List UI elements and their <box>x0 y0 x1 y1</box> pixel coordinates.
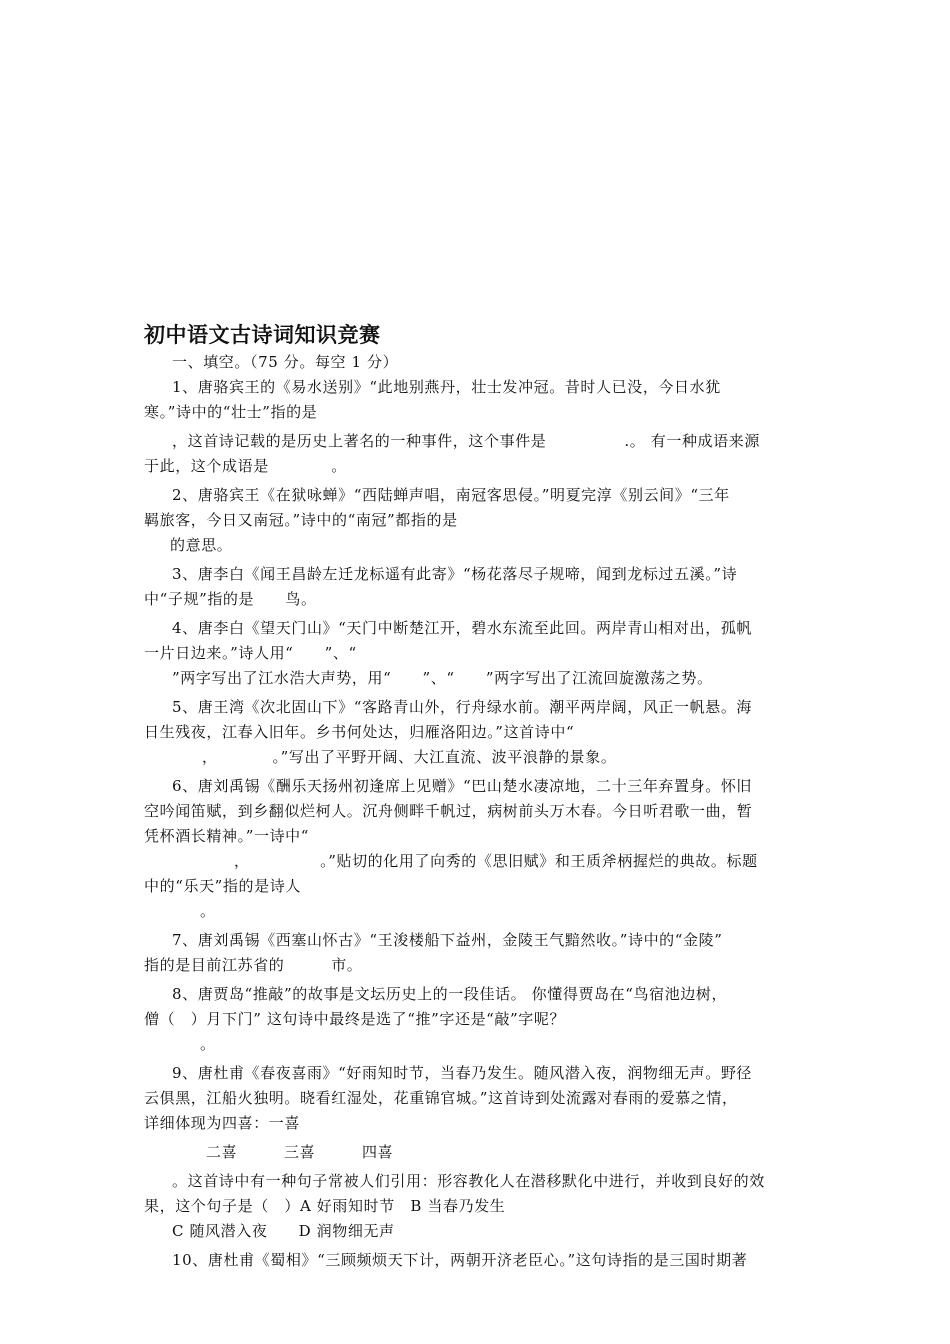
text-line: 一、填空。（75 分。每空 1 分） <box>172 353 399 371</box>
text-line: 羁旅客，今日又南冠。”诗中的“南冠”都指的是 <box>144 511 458 529</box>
text-line: 4、唐李白《望天门山》“天门中断楚江开，碧水东流至此回。两岸青山相对出，孤帆 <box>172 619 753 637</box>
text-line: 6、唐刘禹锡《酬乐天扬州初逢席上见赠》“巴山楚水凄凉地，二十三年弃置身。怀旧 <box>172 777 753 795</box>
text-line: 7、唐刘禹锡《西塞山怀古》“王浚楼船下益州，金陵王气黯然收。”诗中的“金陵” <box>172 931 723 949</box>
text-line: C 随风潜入夜 D 润物细无声 <box>172 1222 395 1240</box>
text-line: 的意思。 <box>170 536 233 554</box>
document-body <box>144 350 808 1273</box>
text-line: 指的是目前江苏省的 市。 <box>144 956 363 974</box>
text-line: 10、唐杜甫《蜀相》“三顾频烦天下计，两朝开济老臣心。”这句诗指的是三国时期著 <box>172 1251 748 1269</box>
text-line: 云俱黑，江船火独明。晓看红湿处，花重锦官城。”这首诗到处流露对春雨的爱慕之情， <box>144 1089 738 1107</box>
document-title: 初中语文古诗词知识竞赛 <box>144 322 381 347</box>
text-line: 。这首诗中有一种句子常被人们引用：形容教化人在潜移默化中进行，并收到良好的效 <box>172 1172 765 1190</box>
text-line: 凭杯酒长精神。”一诗中“ <box>144 827 310 845</box>
text-line: 空吟闻笛赋，到乡翻似烂柯人。沉舟侧畔千帆过，病树前头万木春。今日听君歌一曲，暂 <box>144 802 753 820</box>
text-line: 寒。”诗中的“壮士”指的是 <box>144 403 318 421</box>
text-line: 中的“乐天”指的是诗人 <box>144 877 301 895</box>
text-line: 于此，这个成语是 。 <box>144 457 347 475</box>
text-line: 8、唐贾岛“推敲”的故事是文坛历史上的一段佳话。 你懂得贾岛在“鸟宿池边树， <box>172 985 728 1003</box>
text-line: 2、唐骆宾王《在狱咏蝉》“西陆蝉声唱，南冠客思侵。”明夏完淳《别云间》“三年 <box>172 486 730 504</box>
text-line: 果，这个句子是（ ）A 好雨知时节 B 当春乃发生 <box>144 1197 506 1215</box>
text-line: 中“子规”指的是 鸟。 <box>144 590 317 608</box>
text-line: 3、唐李白《闻王昌龄左迁龙标遥有此寄》“杨花落尽子规啼，闻到龙标过五溪。”诗 <box>172 565 738 583</box>
text-line: 。 <box>200 902 216 920</box>
text-line: ， 。”贴切的化用了向秀的《思旧赋》和王质斧柄握烂的典故。标题 <box>234 852 758 870</box>
text-line: 9、唐杜甫《春夜喜雨》“好雨知时节，当春乃发生。随风潜入夜，润物细无声。野径 <box>172 1064 753 1082</box>
text-line: 5、唐王湾《次北固山下》“客路青山外，行舟绿水前。潮平两岸阔，风正一帆悬。海 <box>172 698 753 716</box>
text-line: 。 <box>200 1035 216 1053</box>
text-line: ”两字写出了江水浩大声势，用“ ”、“ ”两字写出了江流回旋激荡之势。 <box>172 669 713 687</box>
text-line: 僧（ ）月下门” 这句诗中最终是选了“推”字还是“敲”字呢？ <box>144 1010 566 1028</box>
text-line: 详细体现为四喜：一喜 <box>144 1114 301 1132</box>
text-line: ， 。”写出了平野开阔、大江直流、波平浪静的景象。 <box>202 748 617 766</box>
text-line: 二喜 三喜 四喜 <box>206 1143 394 1161</box>
text-line: 日生残夜，江春入旧年。乡书何处达，归雁洛阳边。”这首诗中“ <box>144 723 575 741</box>
document-content <box>144 320 808 1273</box>
text-line: ，这首诗记载的是历史上著名的一种事件，这个事件是 .。 有一种成语来源 <box>172 432 760 450</box>
text-line: 1、唐骆宾王的《易水送别》“此地别燕丹，壮士发冲冠。昔时人已没，今日水犹 <box>172 378 721 396</box>
text-line: 一片日边来。”诗人用“ ”、“ <box>144 644 357 662</box>
